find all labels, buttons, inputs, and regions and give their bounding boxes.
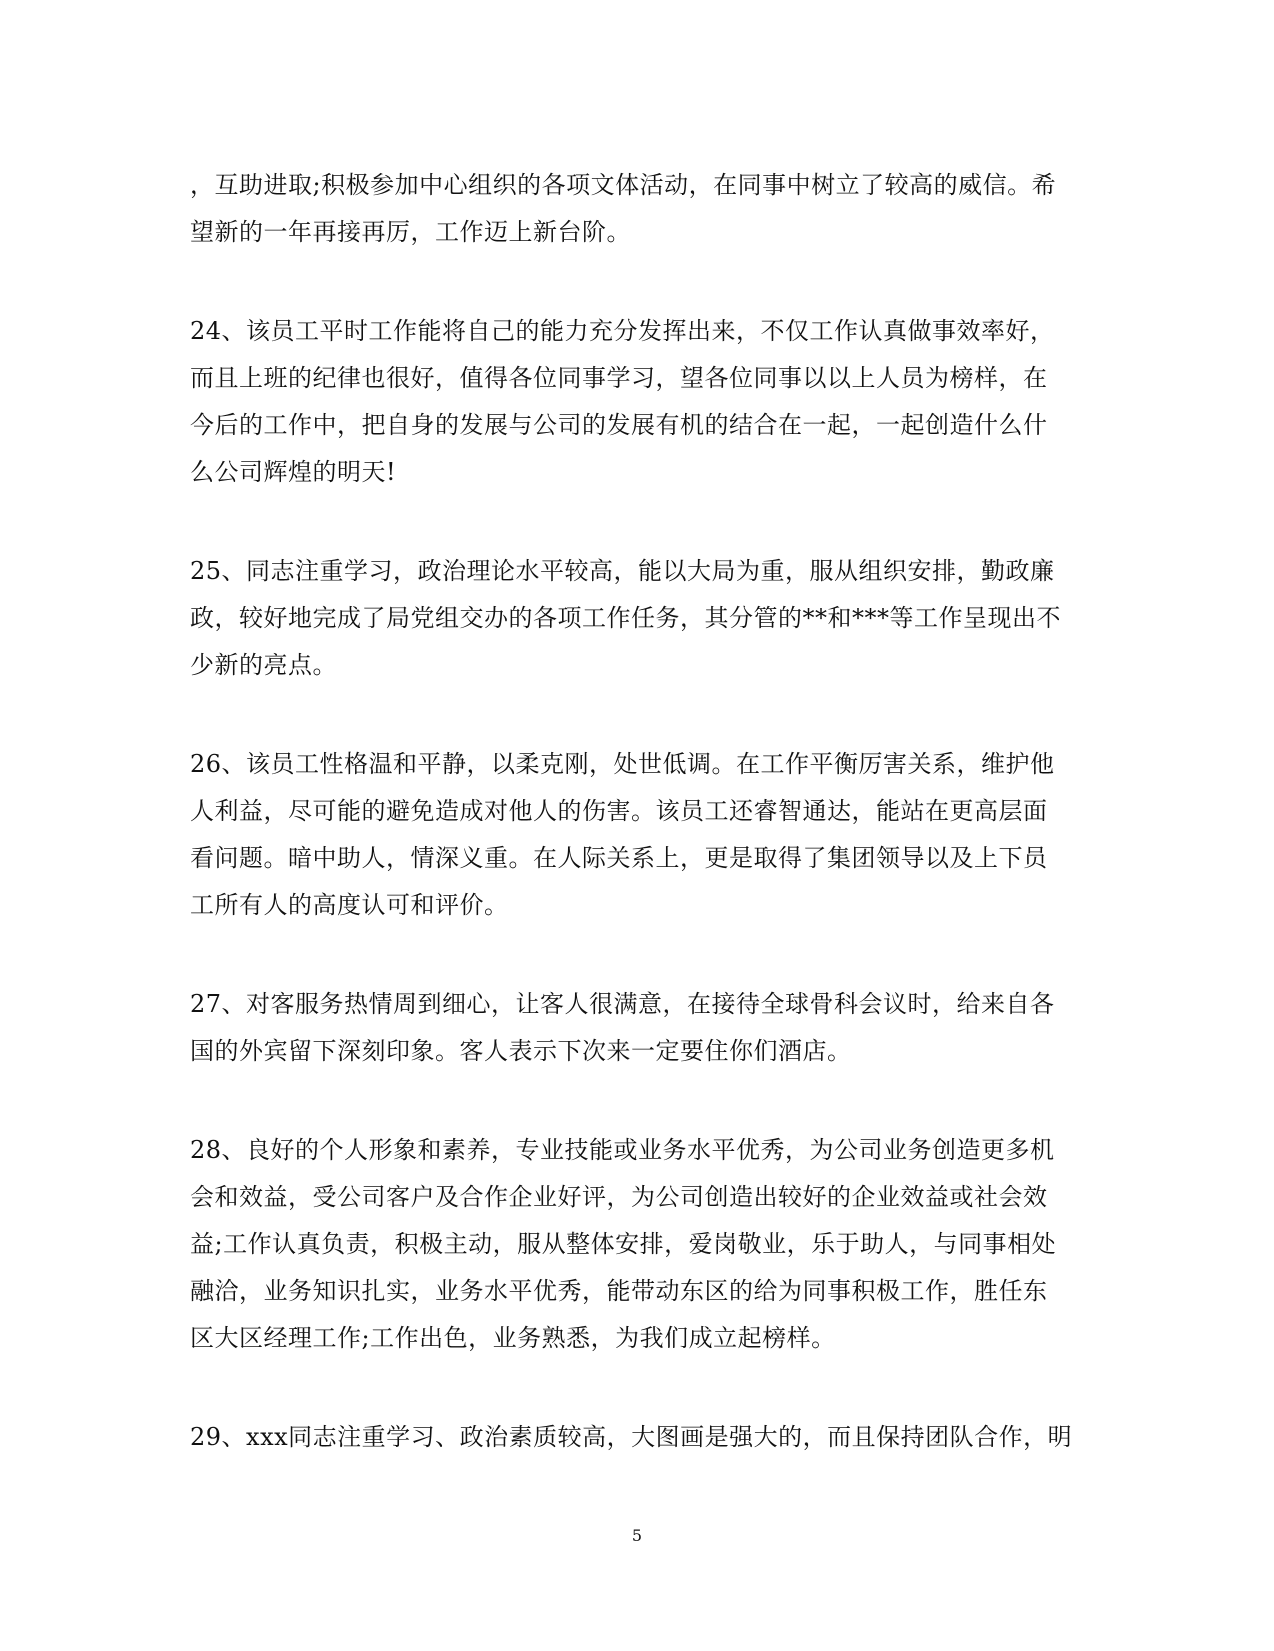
text-line: 而且上班的纪律也很好，值得各位同事学习，望各位同事以以上人员为榜样，在 <box>190 364 1048 392</box>
text-line: 今后的工作中，把自身的发展与公司的发展有机的结合在一起，一起创造什么什 <box>190 411 1048 439</box>
text-line: 27、对客服务热情周到细心，让客人很满意，在接待全球骨科会议时，给来自各 <box>190 990 1055 1018</box>
page-number: 5 <box>631 1526 643 1545</box>
paragraph-25 <box>190 548 1090 689</box>
text-line: 人利益，尽可能的避免造成对他人的伤害。该员工还睿智通达，能站在更高层面 <box>190 797 1048 825</box>
document-body <box>190 162 1090 1513</box>
text-line: ，互助进取;积极参加中心组织的各项文体活动，在同事中树立了较高的威信。希 <box>190 171 1057 199</box>
paragraph-29 <box>190 1414 1090 1461</box>
text-line: 国的外宾留下深刻印象。客人表示下次来一定要住你们酒店。 <box>190 1037 852 1065</box>
text-line: 区大区经理工作;工作出色，业务熟悉，为我们成立起榜样。 <box>190 1324 836 1352</box>
text-line: 工所有人的高度认可和评价。 <box>190 891 509 919</box>
text-line: 25、同志注重学习，政治理论水平较高，能以大局为重，服从组织安排，勤政廉 <box>190 557 1055 585</box>
text-line: 看问题。暗中助人，情深义重。在人际关系上，更是取得了集团领导以及上下员 <box>190 844 1048 872</box>
text-line: 政，较好地完成了局党组交办的各项工作任务，其分管的**和***等工作呈现出不 <box>190 604 1061 632</box>
text-line: 28、良好的个人形象和素养，专业技能或业务水平优秀，为公司业务创造更多机 <box>190 1136 1055 1164</box>
paragraph-24 <box>190 308 1090 496</box>
paragraph-26 <box>190 741 1090 929</box>
text-line: 少新的亮点。 <box>190 651 337 679</box>
text-line: 融洽，业务知识扎实，业务水平优秀，能带动东区的给为同事积极工作，胜任东 <box>190 1277 1048 1305</box>
text-line: 26、该员工性格温和平静，以柔克刚，处世低调。在工作平衡厉害关系，维护他 <box>190 750 1055 778</box>
text-line: 望新的一年再接再厉，工作迈上新台阶。 <box>190 218 631 246</box>
paragraph-23-continuation <box>190 162 1090 256</box>
paragraph-27 <box>190 981 1090 1075</box>
text-line: 29、xxx同志注重学习、政治素质较高，大图画是强大的，而且保持团队合作，明 <box>190 1423 1073 1451</box>
paragraph-28 <box>190 1127 1090 1362</box>
text-line: 会和效益，受公司客户及合作企业好评，为公司创造出较好的企业效益或社会效 <box>190 1183 1048 1211</box>
text-line: 24、该员工平时工作能将自己的能力充分发挥出来，不仅工作认真做事效率好， <box>190 317 1055 345</box>
text-line: 么公司辉煌的明天! <box>190 458 397 486</box>
text-line: 益;工作认真负责，积极主动，服从整体安排，爱岗敬业，乐于助人，与同事相处 <box>190 1230 1057 1258</box>
